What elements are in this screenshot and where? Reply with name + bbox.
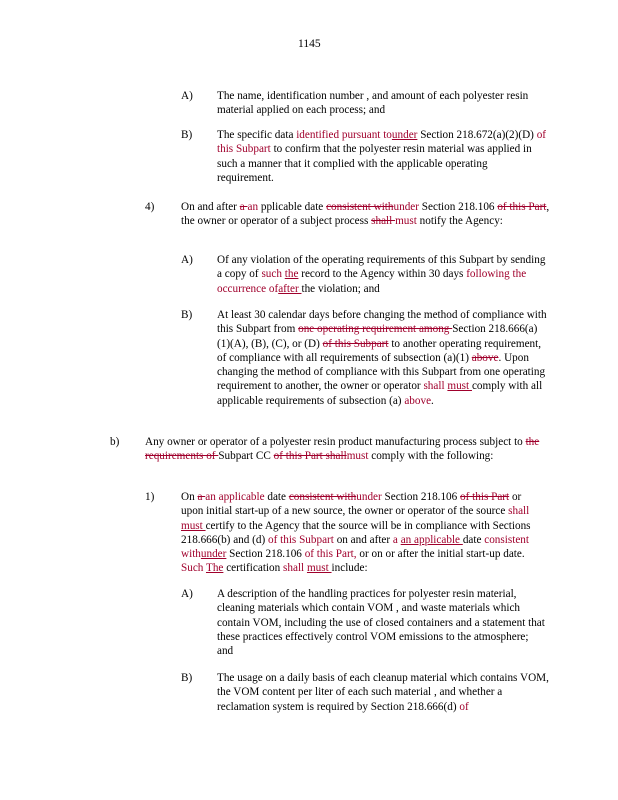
item-label: B) [181,129,193,141]
item-label: A) [181,588,193,600]
paragraph-a4B: At least 30 calendar days before changing the method of compliance with this Subpart from one operating requirement among Section 218.666(a)(1)(A), (B), (C), or (D) of this Subpart to another operating requirement, of compliance with all requirements of subsection (a)(1) above. Upon changing the method of compliance with this Subpart from one operating requirement to another, the owner or operator shall must comply with all applicable requirements of subsection (a) above. [217,309,547,407]
page-number: 1145 [298,38,321,50]
paragraph-b1: On a an applicable date consistent withunder Section 218.106 of this Part or upon initial start-up of a new source, the owner or operator of the source shall must certify to the Agency that the source will be in compliance with Sections 218.666(b) and (d) of this Subpart on and after a an applicable date consistent withunder Section 218.106 of this Part, or on or after the initial start-up date. Such The certification shall must include: [181,491,531,575]
paragraph-a3B: The specific data identified pursuant tounder Section 218.672(a)(2)(D) of this Subpart to confirm that the polyester resin material was applied in such a manner that it complied with the applicable operating requirement. [217,129,547,184]
item-label: A) [181,90,193,102]
item-label: B) [181,309,193,321]
paragraph-b: Any owner or operator of a polyester resin product manufacturing process subject to the requirements of Subpart CC of this Part shallmust comply with the following: [145,436,540,463]
item-label: b) [110,436,120,448]
paragraph-a4: On and after a an pplicable date consistent withunder Section 218.106 of this Part, the owner or operator of a subject process shall must notify the Agency: [181,201,550,228]
paragraph-a3A: The name, identification number , and amount of each polyester resin material applied on each process; and [217,90,529,117]
item-label: A) [181,254,193,266]
item-label: 4) [145,201,155,213]
paragraph-b1A: A description of the handling practices for polyester resin material, cleaning materials which contain VOM , and waste materials which contain VOM, including the use of closed containers and a statement that these practices effectively control VOM emissions to the atmosphere; and [217,588,545,658]
item-label: B) [181,672,193,684]
item-label: 1) [145,491,155,503]
paragraph-a4A: Of any violation of the operating requirements of this Subpart by sending a copy of such the record to the Agency within 30 days following the occurrence ofafter the violation; and [217,254,546,295]
paragraph-b1B: The usage on a daily basis of each cleanup material which contains VOM, the VOM content per liter of each such material , and whether a reclamation system is required by Section 218.666(d) of [217,672,549,713]
